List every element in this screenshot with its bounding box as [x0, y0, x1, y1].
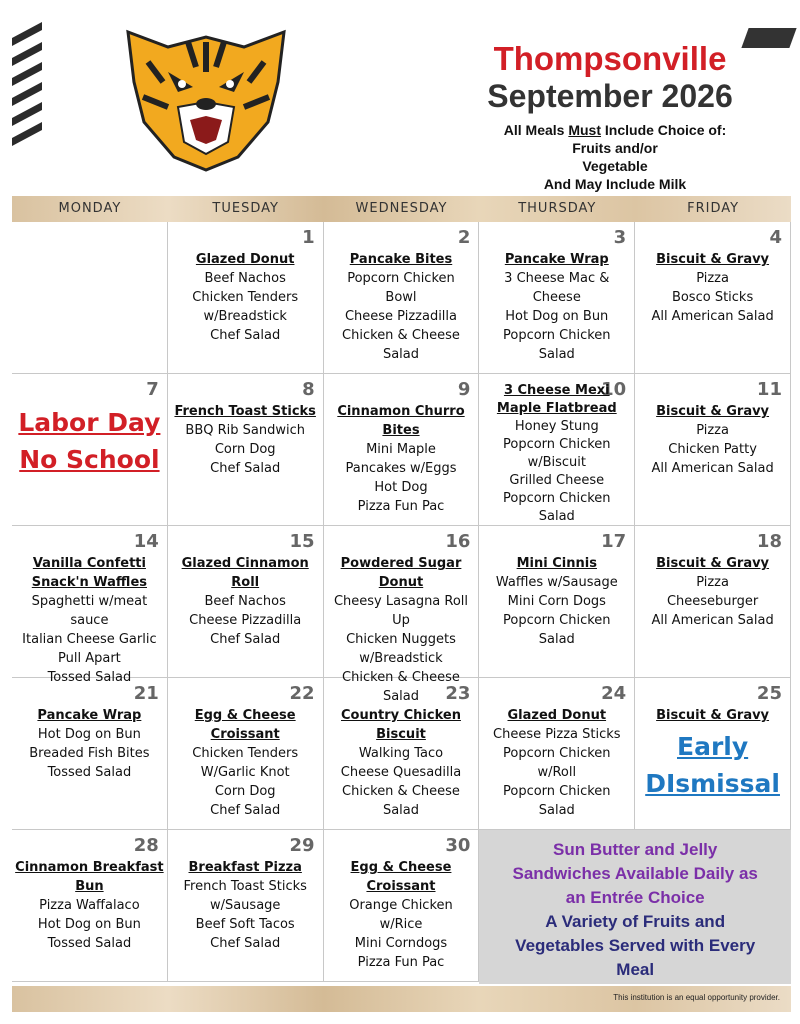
menu-item: Chef Salad [210, 461, 281, 476]
menu-item: Bosco Sticks [671, 290, 754, 305]
menu-item: Cheese Pizza Sticks [493, 727, 621, 742]
menu-item: Breaded Fish Bites [29, 746, 150, 761]
calendar-day-cell [479, 678, 635, 830]
menu-item: Chicken & Cheese [342, 670, 460, 685]
calendar-day-cell [479, 222, 635, 374]
equal-opportunity-note: This institution is an equal opportunity provider. [613, 993, 780, 1002]
menu-entree: Country Chicken [341, 708, 461, 723]
menu-item: Mini Corn Dogs [507, 594, 606, 609]
day-number: 15 [289, 531, 315, 552]
calendar-day-cell [168, 678, 324, 830]
day-number: 14 [133, 531, 159, 552]
menu-item: Honey Stung [514, 419, 599, 434]
day-number: 28 [133, 835, 159, 856]
school-name: Thompsonville [493, 40, 727, 77]
menu-entree: Egg & Cheese [350, 860, 452, 875]
menu-item: Hot Dog on Bun [37, 727, 141, 742]
calendar-day-cell [324, 678, 480, 830]
menu-item: Hot Dog [374, 480, 428, 495]
menu-entree: Croissant [366, 879, 436, 894]
menu-item: Pull Apart [58, 651, 121, 666]
menu-item: Beef Soft Tacos [195, 917, 295, 932]
menu-item: Pizza Fun Pac [357, 499, 445, 514]
day-number: 1 [302, 227, 315, 248]
decorative-stripes [12, 30, 42, 150]
menu-item: Spaghetti w/meat [31, 594, 148, 609]
menu-item: Mini Maple [366, 442, 436, 457]
menu-entree: Powdered Sugar Donut [340, 556, 462, 590]
menu-item: Popcorn Chicken [503, 437, 611, 452]
menu-entree: Glazed Cinnamon [181, 556, 309, 571]
weekday-label: FRIDAY [687, 201, 740, 216]
menu-item: Pizza Fun Pac [357, 955, 445, 970]
calendar-day-cell [12, 222, 168, 374]
menu-item: Hot Dog on Bun [37, 917, 141, 932]
day-number: 16 [445, 531, 471, 552]
menu-entree: Biscuit & Gravy [656, 252, 770, 267]
menu-item: BBQ Rib Sandwich [185, 423, 305, 438]
promo-line: A Variety of Fruits and [545, 912, 726, 931]
menu-entree: Biscuit [376, 727, 426, 742]
day-number: 17 [601, 531, 627, 552]
calendar-day-cell [635, 374, 791, 526]
menu-entree: 3 Cheese Mexi [503, 383, 610, 398]
menu-item: Popcorn Chicken [503, 613, 611, 628]
calendar-day-cell [479, 526, 635, 678]
menu-item: w/Roll [537, 765, 577, 780]
menu-item: Cheesy Lasagna Roll Up [333, 594, 469, 628]
menu-item: Chef Salad [210, 328, 281, 343]
meals-notice: All Meals Must Include Choice of: Fruits and/or Vegetable And May Include Milk [503, 122, 727, 192]
menu-item: Salad [382, 347, 420, 362]
day-number: 22 [289, 683, 315, 704]
menu-entree: Glazed Donut [195, 252, 295, 267]
menu-item: Italian Cheese Garlic [22, 632, 157, 647]
promo-line: Sun Butter and Jelly [553, 840, 718, 859]
menu-item: French Toast Sticks [183, 879, 307, 894]
promo-line: Vegetables Served with Every [515, 936, 756, 955]
menu-item: Popcorn Chicken [503, 784, 611, 799]
day-number: 8 [302, 379, 315, 400]
menu-item: Tossed Salad [47, 936, 132, 951]
menu-item: Waffles w/Sausage [495, 575, 618, 590]
menu-item: Corn Dog [214, 442, 276, 457]
menu-item: Chef Salad [210, 936, 281, 951]
menu-item: Salad [382, 689, 420, 704]
day-number: 24 [601, 683, 627, 704]
menu-item: All American Salad [651, 613, 774, 628]
menu-item: Chicken Patty [668, 442, 757, 457]
menu-entree: Pancake Wrap [504, 252, 609, 267]
menu-entree: Glazed Donut [507, 708, 607, 723]
menu-entree: Cinnamon Churro [337, 404, 465, 419]
menu-entree: Cinnamon Breakfast [15, 860, 164, 875]
day-number: 2 [457, 227, 471, 248]
menu-item: Tossed Salad [47, 670, 132, 685]
weekday-label: WEDNESDAY [355, 201, 448, 216]
menu-item: Cheeseburger [666, 594, 759, 609]
calendar-day-cell [479, 374, 635, 526]
menu-entree: Maple Flatbread [496, 401, 617, 416]
calendar-day-cell [324, 222, 480, 374]
menu-entree: Pancake Bites [349, 252, 453, 267]
promo-line: Meal [616, 960, 655, 979]
day-number: 23 [445, 683, 471, 704]
promo-box [479, 830, 791, 984]
menu-item: Chef Salad [210, 632, 281, 647]
menu-entree: Biscuit & Gravy [656, 708, 770, 723]
menu-item: Chicken Tenders [192, 746, 299, 761]
menu-item: All American Salad [651, 309, 774, 324]
menu-item: Salad [382, 803, 420, 818]
menu-item: Chicken & Cheese [342, 328, 460, 343]
menu-item: Beef Nachos [204, 594, 286, 609]
day-number: 21 [133, 683, 159, 704]
tiger-mascot-logo [108, 12, 304, 172]
menu-item: w/Sausage [209, 898, 281, 913]
early-dismissal-notice: Early DIsmissal [645, 732, 780, 798]
calendar-day-cell [12, 830, 168, 982]
menu-item: Pizza [696, 423, 729, 438]
menu-entree: Snack'n Waffles [31, 575, 147, 590]
menu-item: Popcorn Chicken [347, 271, 455, 286]
calendar-day-cell [168, 830, 324, 982]
weekday-label: THURSDAY [518, 201, 597, 216]
menu-item: Beef Nachos [204, 271, 286, 286]
menu-item: Pancakes w/Eggs [345, 461, 457, 476]
calendar-day-cell [635, 678, 791, 830]
promo-line: an Entrée Choice [565, 888, 705, 907]
calendar-day-cell [168, 374, 324, 526]
calendar-day-cell [12, 678, 168, 830]
menu-item: Salad [538, 347, 575, 362]
menu-item: w/Breadstick [203, 309, 287, 324]
menu-item: Walking Taco [358, 746, 444, 761]
menu-item: Hot Dog on Bun [505, 309, 609, 324]
weekday-label: TUESDAY [212, 201, 279, 216]
calendar-day-cell [168, 222, 324, 374]
calendar-day-cell [324, 374, 480, 526]
day-number: 4 [769, 227, 782, 248]
menu-item: Grilled Cheese [509, 473, 605, 488]
day-number: 11 [756, 379, 782, 400]
menu-item: Salad [538, 803, 575, 818]
menu-entree: Mini Cinnis [516, 556, 597, 571]
menu-item: Popcorn Chicken [503, 328, 611, 343]
menu-item: Mini Corndogs [354, 936, 448, 951]
menu-item: Pizza Waffalaco [39, 898, 140, 913]
menu-item: Cheese Pizzadilla [344, 309, 458, 324]
menu-item: Bowl [385, 290, 417, 305]
menu-item: 3 Cheese Mac & [504, 271, 610, 286]
menu-item: w/Rice [379, 917, 423, 932]
menu-entree: French Toast Sticks [174, 404, 316, 419]
menu-item: Chef Salad [210, 803, 281, 818]
month-title: September 2026 [487, 78, 733, 114]
menu-item: Cheese Quesadilla [340, 765, 462, 780]
calendar-day-cell [168, 526, 324, 678]
menu-item: Tossed Salad [47, 765, 132, 780]
menu-item: w/Breadstick [359, 651, 443, 666]
calendar-day-cell [324, 830, 480, 982]
menu-item: All American Salad [651, 461, 774, 476]
menu-item: Corn Dog [214, 784, 276, 799]
day-number: 10 [601, 379, 627, 400]
menu-entree: Bites [382, 423, 420, 438]
day-number: 18 [756, 531, 782, 552]
calendar-day-cell [12, 374, 168, 526]
menu-item: Pizza [696, 575, 729, 590]
day-number: 3 [613, 227, 627, 248]
day-number: 7 [146, 379, 159, 400]
promo-line: Sandwiches Available Daily as [512, 864, 758, 883]
menu-item: Salad [538, 632, 575, 647]
menu-entree: Egg & Cheese [194, 708, 296, 723]
calendar-day-cell [635, 526, 791, 678]
menu-item: Chicken Nuggets [346, 632, 456, 647]
menu-item: Pizza [696, 271, 729, 286]
day-number: 29 [289, 835, 315, 856]
menu-entree: Breakfast Pizza [188, 860, 302, 875]
menu-item: Salad [538, 509, 575, 524]
menu-entree: Pancake Wrap [37, 708, 142, 723]
weekday-label: MONDAY [58, 201, 122, 216]
menu-item: Chicken Tenders [192, 290, 299, 305]
menu-item: Orange Chicken [349, 898, 453, 913]
day-number: 30 [445, 835, 471, 856]
day-number: 25 [756, 683, 782, 704]
calendar-grid [12, 222, 791, 984]
menu-item: sauce [70, 613, 109, 628]
menu-item: Cheese [532, 290, 581, 305]
menu-entree: Vanilla Confetti [32, 556, 146, 571]
menu-item: Popcorn Chicken [503, 491, 611, 506]
menu-item: W/Garlic Knot [200, 765, 290, 780]
menu-entree: Bun [75, 879, 104, 894]
holiday-notice: Labor Day No School [18, 408, 161, 474]
menu-entree: Biscuit & Gravy [656, 404, 770, 419]
menu-item: Cheese Pizzadilla [189, 613, 302, 628]
menu-entree: Croissant [210, 727, 280, 742]
menu-item: Chicken & Cheese [342, 784, 460, 799]
weekday-header [12, 196, 791, 222]
menu-item: w/Biscuit [527, 455, 586, 470]
calendar-day-cell [12, 526, 168, 685]
day-number: 9 [457, 379, 471, 400]
menu-entree: Roll [231, 575, 260, 590]
menu-item: Popcorn Chicken [503, 746, 611, 761]
calendar-day-cell [635, 222, 791, 374]
menu-entree: Biscuit & Gravy [656, 556, 770, 571]
